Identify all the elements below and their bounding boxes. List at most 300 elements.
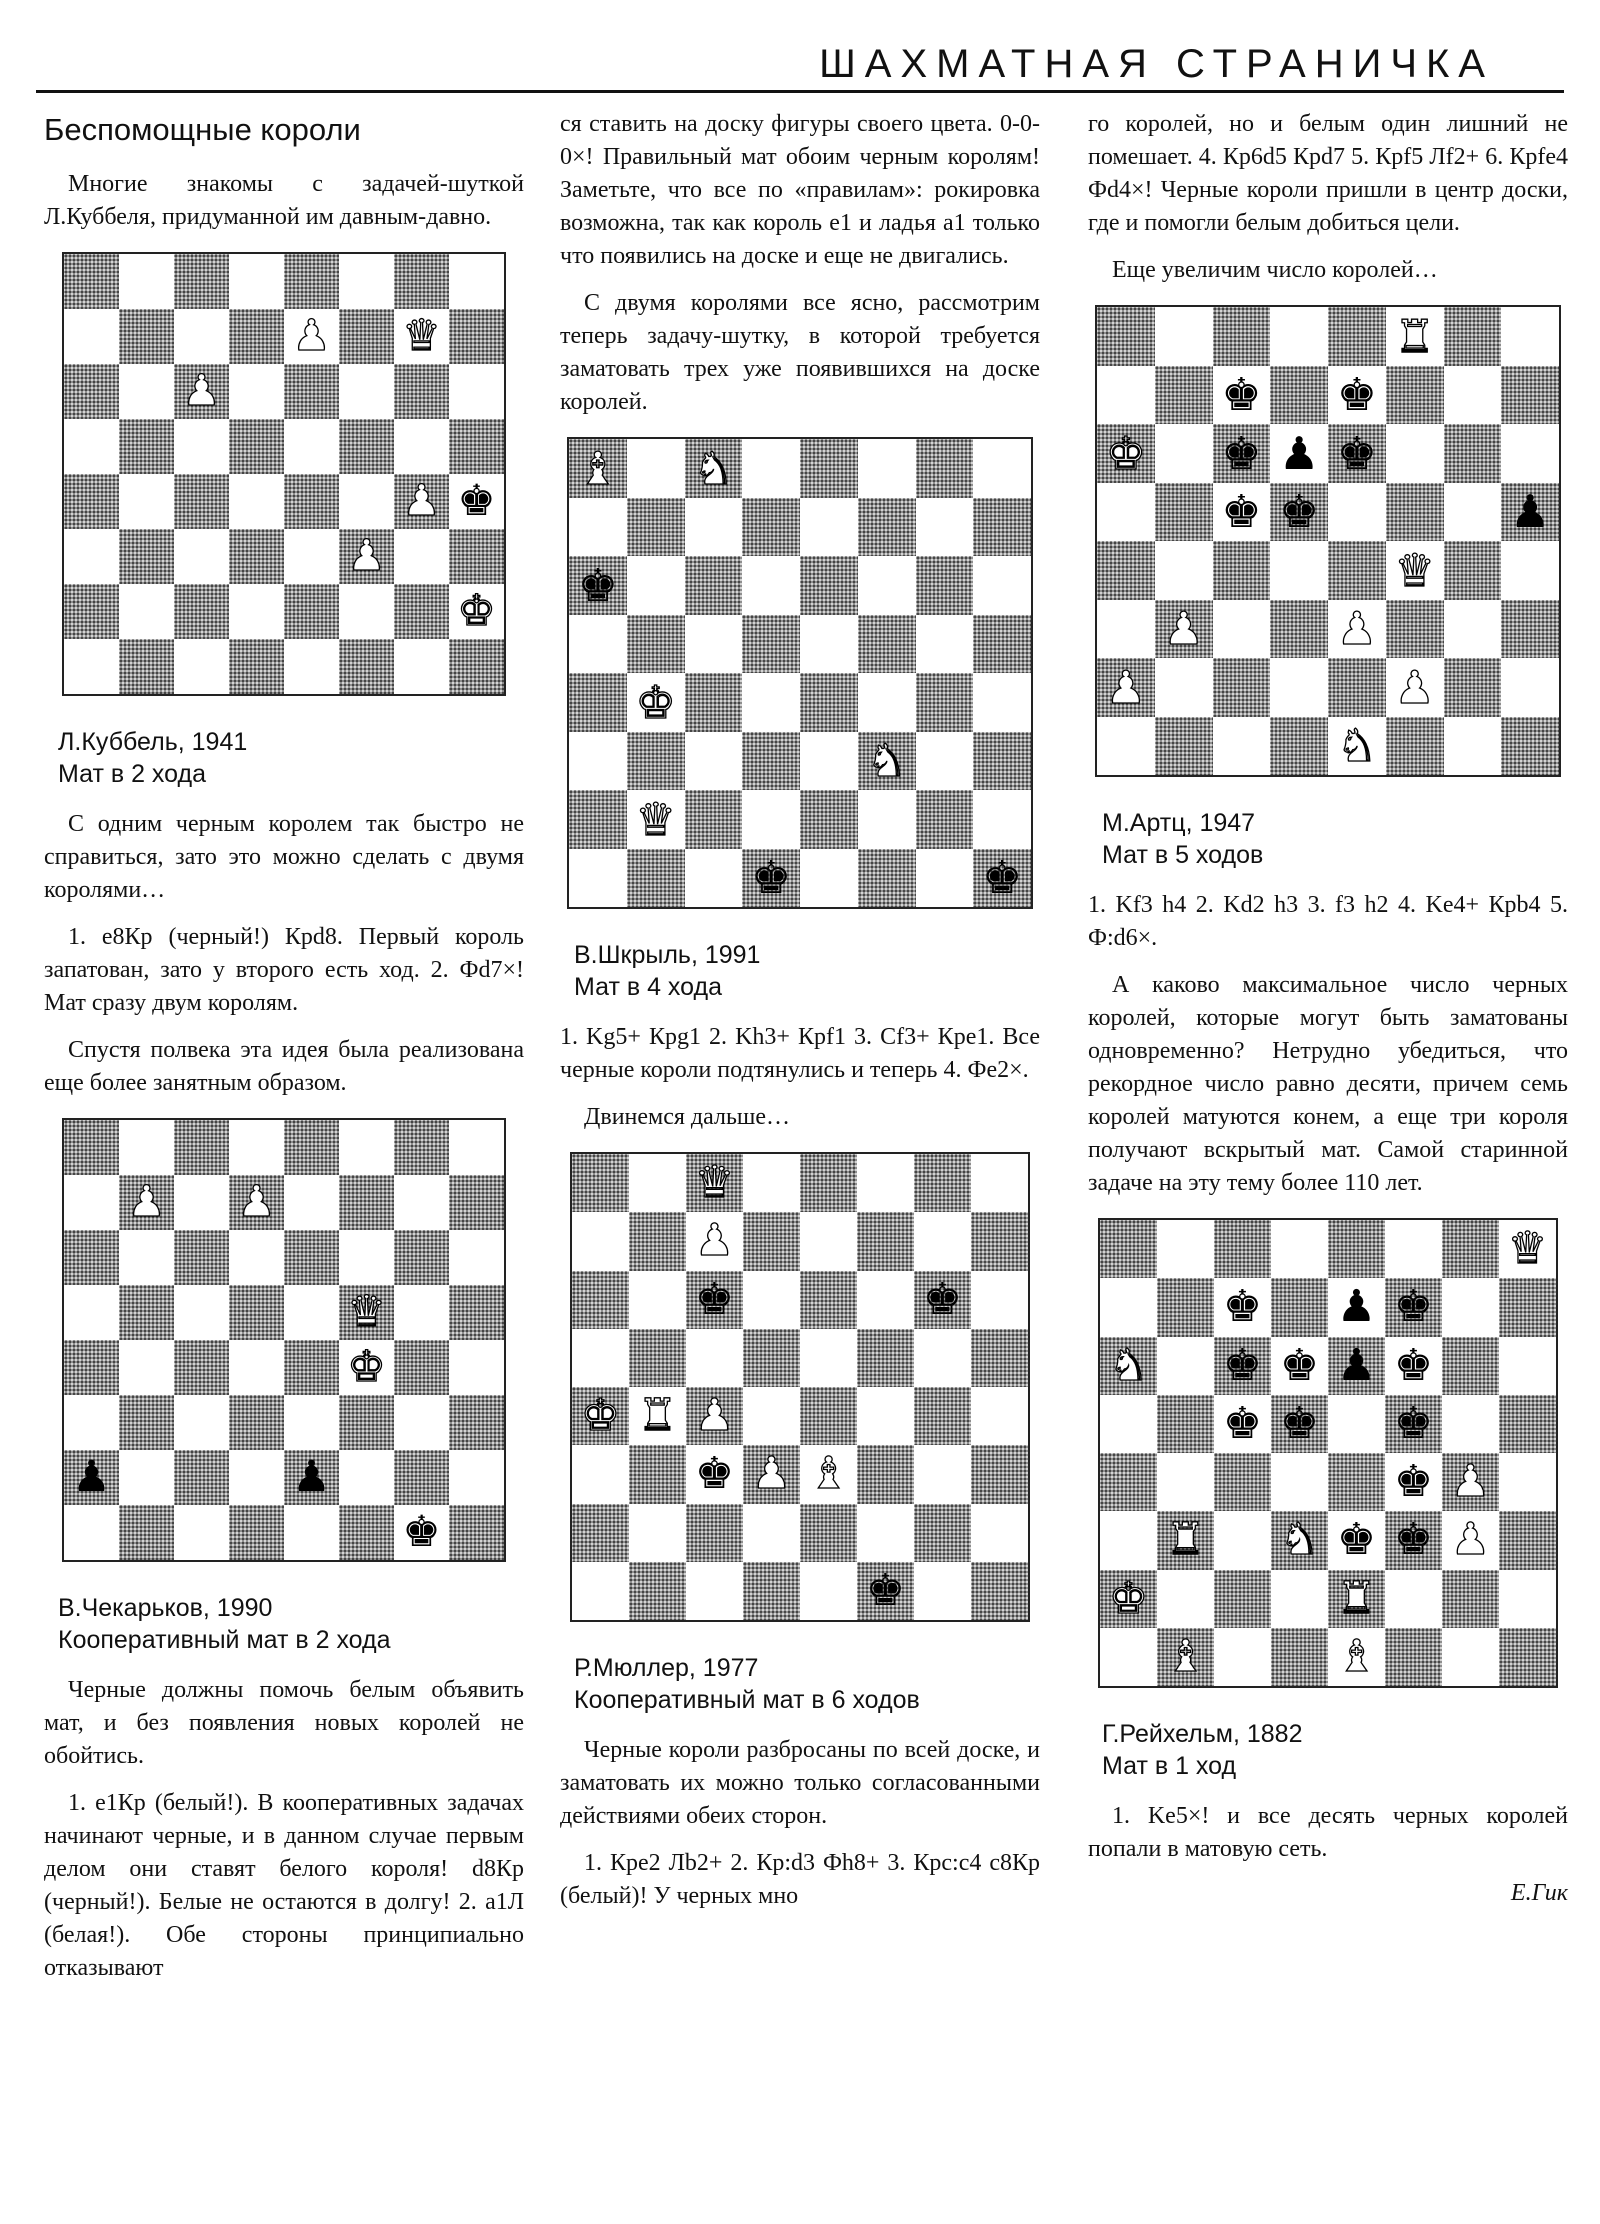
square-e3 bbox=[284, 529, 339, 584]
square-b6 bbox=[1157, 1337, 1214, 1395]
black-piece-h4: ♚ bbox=[457, 476, 496, 526]
square-d8 bbox=[743, 1154, 800, 1212]
square-e5 bbox=[284, 419, 339, 474]
square-h2 bbox=[449, 1450, 504, 1505]
square-d4 bbox=[229, 474, 284, 529]
square-f2 bbox=[1385, 1570, 1442, 1628]
square-d7 bbox=[229, 309, 284, 364]
square-b6 bbox=[627, 556, 685, 615]
square-d4 bbox=[229, 1340, 284, 1395]
square-c5 bbox=[1213, 483, 1271, 542]
solution-paragraph: 1. Крe2 Лb2+ 2. Кр:d3 Фh8+ 3. Крс:с4 с8Кр (белый)! У черных мно bbox=[560, 1850, 1040, 1909]
square-f6 bbox=[1385, 1337, 1442, 1395]
white-piece-f4: ♚ bbox=[347, 1342, 386, 1392]
square-c8 bbox=[1214, 1220, 1271, 1278]
square-g5 bbox=[1442, 1395, 1499, 1453]
problem-author: Г.Рейхельм, 1882 bbox=[1102, 1720, 1303, 1748]
problem-task: Мат в 2 хода bbox=[58, 760, 206, 788]
square-b4 bbox=[1155, 541, 1213, 600]
square-c6 bbox=[686, 1271, 743, 1329]
square-h7 bbox=[449, 1175, 504, 1230]
square-f7 bbox=[857, 1212, 914, 1270]
white-piece-h8: ♛ bbox=[1507, 1223, 1548, 1275]
square-c5 bbox=[1214, 1395, 1271, 1453]
square-h1 bbox=[971, 1562, 1028, 1620]
square-c1 bbox=[1214, 1628, 1271, 1686]
square-g1 bbox=[914, 1562, 971, 1620]
square-f4 bbox=[857, 1387, 914, 1445]
white-piece-e1: ♞ bbox=[1336, 719, 1378, 773]
black-piece-e7: ♟ bbox=[1336, 1281, 1377, 1333]
square-g7 bbox=[394, 1175, 449, 1230]
square-e7 bbox=[800, 1212, 857, 1270]
square-d8 bbox=[742, 439, 800, 498]
square-h2 bbox=[1499, 1570, 1556, 1628]
square-h6 bbox=[971, 1271, 1028, 1329]
square-d5 bbox=[1270, 483, 1328, 542]
square-d6 bbox=[743, 1271, 800, 1329]
square-f8 bbox=[339, 1120, 394, 1175]
paragraph: Черные должны помочь белым объявить мат, и без появления новых королей не обойтись. bbox=[44, 1677, 524, 1769]
square-h3 bbox=[973, 732, 1031, 791]
white-piece-g7: ♛ bbox=[402, 311, 441, 361]
square-h3 bbox=[449, 529, 504, 584]
square-f3 bbox=[1386, 600, 1444, 659]
square-b4 bbox=[1157, 1453, 1214, 1511]
square-d8 bbox=[1270, 307, 1328, 366]
problem-caption-chekarkov bbox=[58, 1592, 524, 1656]
square-a3 bbox=[569, 732, 627, 791]
square-a4 bbox=[569, 673, 627, 732]
white-piece-e3: ♝ bbox=[808, 1448, 849, 1500]
square-b2 bbox=[629, 1504, 686, 1562]
square-a5 bbox=[64, 419, 119, 474]
square-g6 bbox=[1442, 1337, 1499, 1395]
black-piece-f7: ♚ bbox=[1393, 1281, 1434, 1333]
square-g7 bbox=[1444, 366, 1502, 425]
square-g1 bbox=[1442, 1628, 1499, 1686]
square-a4 bbox=[1100, 1453, 1157, 1511]
square-g1 bbox=[394, 1505, 449, 1560]
black-piece-a6: ♚ bbox=[577, 558, 619, 612]
square-e4 bbox=[284, 474, 339, 529]
square-h8 bbox=[971, 1154, 1028, 1212]
square-e1 bbox=[800, 1562, 857, 1620]
white-piece-d3: ♟ bbox=[751, 1448, 792, 1500]
problem-caption-artz bbox=[1102, 807, 1568, 871]
white-piece-a2: ♚ bbox=[1108, 1572, 1149, 1624]
square-e4 bbox=[1328, 1453, 1385, 1511]
white-piece-h2: ♚ bbox=[457, 586, 496, 636]
white-piece-g4: ♟ bbox=[402, 476, 441, 526]
white-piece-c7: ♟ bbox=[694, 1215, 735, 1267]
square-h6 bbox=[449, 364, 504, 419]
square-b6 bbox=[119, 364, 174, 419]
square-f3 bbox=[858, 732, 916, 791]
square-e5 bbox=[800, 1329, 857, 1387]
square-c2 bbox=[1214, 1570, 1271, 1628]
white-piece-b2: ♛ bbox=[635, 792, 676, 846]
problem-caption-muller bbox=[574, 1652, 1040, 1716]
square-a8 bbox=[569, 439, 627, 498]
square-a7 bbox=[572, 1212, 629, 1270]
square-h4 bbox=[1499, 1453, 1556, 1511]
square-c6 bbox=[1213, 424, 1271, 483]
square-c7 bbox=[174, 309, 229, 364]
square-d7 bbox=[1271, 1278, 1328, 1336]
paragraph-continued: ся ставить на доску фигуры своего цвета. 0-0-0×! Правильный мат обоим черным королям! Заметьте, что все по «правилам»: рокировка возможна, так как король e1 и ладья a1 только что появились на доске и еще не двигались. bbox=[560, 111, 1040, 269]
square-b3 bbox=[1155, 600, 1213, 659]
square-f3 bbox=[1385, 1511, 1442, 1569]
square-b6 bbox=[629, 1271, 686, 1329]
square-h4 bbox=[1501, 541, 1559, 600]
square-g3 bbox=[1442, 1511, 1499, 1569]
square-f1 bbox=[858, 849, 916, 908]
square-b8 bbox=[629, 1154, 686, 1212]
black-piece-d5: ♚ bbox=[1279, 1397, 1320, 1449]
square-e7 bbox=[800, 498, 858, 557]
black-piece-g6: ♚ bbox=[922, 1273, 963, 1325]
white-piece-a4: ♚ bbox=[580, 1390, 621, 1442]
square-b2 bbox=[1157, 1570, 1214, 1628]
square-c6 bbox=[174, 364, 229, 419]
square-c7 bbox=[685, 498, 743, 557]
square-c6 bbox=[1214, 1337, 1271, 1395]
square-h8 bbox=[1501, 307, 1559, 366]
square-g8 bbox=[914, 1154, 971, 1212]
square-c1 bbox=[174, 1505, 229, 1560]
paragraph: Спустя полвека эта идея была реализована еще более занятным образом. bbox=[44, 1037, 524, 1096]
square-a2 bbox=[1100, 1570, 1157, 1628]
square-a6 bbox=[1097, 424, 1155, 483]
square-a4 bbox=[1097, 541, 1155, 600]
square-e8 bbox=[800, 439, 858, 498]
square-d1 bbox=[742, 849, 800, 908]
square-f4 bbox=[858, 673, 916, 732]
square-g4 bbox=[394, 474, 449, 529]
white-piece-f4: ♛ bbox=[1394, 543, 1435, 597]
square-c5 bbox=[685, 615, 743, 674]
problem-author: М.Артц, 1947 bbox=[1102, 809, 1256, 837]
square-f5 bbox=[858, 615, 916, 674]
square-a6 bbox=[572, 1271, 629, 1329]
square-f3 bbox=[339, 529, 394, 584]
square-d7 bbox=[742, 498, 800, 557]
square-c3 bbox=[174, 529, 229, 584]
square-b2 bbox=[627, 790, 685, 849]
square-e1 bbox=[1328, 717, 1386, 776]
square-d1 bbox=[1270, 717, 1328, 776]
square-g1 bbox=[1444, 717, 1502, 776]
black-piece-e6: ♟ bbox=[1336, 1339, 1377, 1391]
solution-paragraph: 1. e8Кр (черный!) Крd8. Первый король запатован, зато у второго есть ход. 2. Фd7×! Мат сразу двум королям. bbox=[44, 924, 524, 1016]
square-h8 bbox=[449, 1120, 504, 1175]
black-piece-e2: ♟ bbox=[292, 1452, 331, 1502]
solution-paragraph: 1. Kf3 h4 2. Kd2 h3 3. f3 h2 4. Ke4+ Крb4 5. Ф:d6×. bbox=[1088, 892, 1568, 951]
problem-caption-reichhelm bbox=[1102, 1718, 1568, 1782]
black-piece-c7: ♚ bbox=[1221, 368, 1262, 422]
square-g5 bbox=[394, 1285, 449, 1340]
square-a5 bbox=[569, 615, 627, 674]
solution-paragraph: 1. e1Кр (белый!). В кооперативных задачах начинают черные, и в данном случае первым делом они ставят белого короля! d8Кр (черный!). Белые не остаются в долгу! 2. a1Л (белая!). Обе стороны принципиально отказывают bbox=[44, 1790, 524, 1981]
square-d5 bbox=[229, 1285, 284, 1340]
square-g6 bbox=[914, 1271, 971, 1329]
square-a5 bbox=[1100, 1395, 1157, 1453]
square-h3 bbox=[971, 1445, 1028, 1503]
square-a5 bbox=[1097, 483, 1155, 542]
square-b4 bbox=[629, 1387, 686, 1445]
square-e8 bbox=[284, 1120, 339, 1175]
white-piece-b4: ♚ bbox=[635, 675, 676, 729]
square-b7 bbox=[629, 1212, 686, 1270]
square-c7 bbox=[1214, 1278, 1271, 1336]
white-piece-b4: ♜ bbox=[637, 1390, 678, 1442]
square-b8 bbox=[119, 1120, 174, 1175]
square-f1 bbox=[1385, 1628, 1442, 1686]
paragraph: Черные короли разбросаны по всей доске, и заматовать их можно только согласованными действиями обеих сторон. bbox=[560, 1737, 1040, 1829]
page-header bbox=[36, 38, 1564, 93]
square-c2 bbox=[686, 1504, 743, 1562]
square-a5 bbox=[572, 1329, 629, 1387]
square-b3 bbox=[1157, 1511, 1214, 1569]
article-author: Е.Гик bbox=[1510, 1880, 1568, 1906]
square-d4 bbox=[743, 1387, 800, 1445]
chess-board-shkryl bbox=[567, 437, 1033, 909]
square-d7 bbox=[743, 1212, 800, 1270]
square-h5 bbox=[971, 1329, 1028, 1387]
square-d1 bbox=[229, 1505, 284, 1560]
square-e7 bbox=[284, 309, 339, 364]
square-e2 bbox=[800, 1504, 857, 1562]
square-a3 bbox=[572, 1445, 629, 1503]
square-e8 bbox=[284, 254, 339, 309]
problem-task: Мат в 1 ход bbox=[1102, 1752, 1237, 1780]
square-e1 bbox=[284, 1505, 339, 1560]
square-g4 bbox=[1444, 541, 1502, 600]
square-e1 bbox=[800, 849, 858, 908]
square-g7 bbox=[914, 1212, 971, 1270]
square-f2 bbox=[339, 584, 394, 639]
square-f8 bbox=[1386, 307, 1444, 366]
square-g6 bbox=[916, 556, 974, 615]
square-f3 bbox=[857, 1445, 914, 1503]
column-2 bbox=[560, 108, 1040, 1913]
solution-paragraph: 1. Kg5+ Крg1 2. Kh3+ Крf1 3. Cf3+ Крe1. Все черные короли подтянулись и теперь 4. Фe2×. bbox=[560, 1024, 1040, 1083]
black-piece-c3: ♚ bbox=[694, 1448, 735, 1500]
square-b5 bbox=[1155, 483, 1213, 542]
square-c1 bbox=[685, 849, 743, 908]
square-c2 bbox=[174, 1450, 229, 1505]
square-d2 bbox=[229, 1450, 284, 1505]
square-b8 bbox=[1155, 307, 1213, 366]
square-d3 bbox=[1270, 600, 1328, 659]
square-a1 bbox=[1097, 717, 1155, 776]
square-g5 bbox=[1444, 483, 1502, 542]
paragraph-continued: го королей, но и белым один лишний не помешает. 4. Кр6d5 Крd7 5. Крf5 Лf2+ 6. Крfe4 Фd4×! Черные короли пришли в центр доски, где и помогли белым добиться цели. bbox=[1088, 111, 1568, 236]
square-h7 bbox=[973, 498, 1031, 557]
square-d3 bbox=[229, 529, 284, 584]
chess-board-chekarkov bbox=[62, 1118, 506, 1562]
square-e3 bbox=[800, 1445, 857, 1503]
square-g2 bbox=[394, 584, 449, 639]
square-d5 bbox=[229, 419, 284, 474]
square-g6 bbox=[394, 1230, 449, 1285]
square-g2 bbox=[914, 1504, 971, 1562]
square-e1 bbox=[284, 639, 339, 694]
square-f5 bbox=[1385, 1395, 1442, 1453]
square-d5 bbox=[1271, 1395, 1328, 1453]
square-e7 bbox=[284, 1175, 339, 1230]
square-g4 bbox=[916, 673, 974, 732]
square-f7 bbox=[1385, 1278, 1442, 1336]
square-d6 bbox=[1270, 424, 1328, 483]
square-a3 bbox=[64, 1395, 119, 1450]
white-piece-f3: ♞ bbox=[866, 734, 907, 788]
square-b1 bbox=[119, 1505, 174, 1560]
square-a6 bbox=[569, 556, 627, 615]
square-d2 bbox=[229, 584, 284, 639]
square-a5 bbox=[64, 1285, 119, 1340]
square-b8 bbox=[119, 254, 174, 309]
square-c5 bbox=[174, 419, 229, 474]
square-h4 bbox=[449, 474, 504, 529]
square-d4 bbox=[1271, 1453, 1328, 1511]
black-piece-f6: ♚ bbox=[1393, 1339, 1434, 1391]
square-e6 bbox=[284, 1230, 339, 1285]
white-piece-a6: ♞ bbox=[1108, 1339, 1149, 1391]
square-e3 bbox=[800, 732, 858, 791]
square-c1 bbox=[174, 639, 229, 694]
square-g3 bbox=[1444, 600, 1502, 659]
square-c1 bbox=[686, 1562, 743, 1620]
square-h7 bbox=[971, 1212, 1028, 1270]
column-3 bbox=[1088, 108, 1568, 1907]
black-piece-f1: ♚ bbox=[865, 1564, 906, 1616]
square-h4 bbox=[973, 673, 1031, 732]
problem-author: Л.Куббель, 1941 bbox=[58, 728, 248, 756]
square-a1 bbox=[64, 1505, 119, 1560]
black-piece-e7: ♚ bbox=[1336, 368, 1378, 422]
square-b5 bbox=[627, 615, 685, 674]
white-piece-d7: ♟ bbox=[237, 1177, 276, 1227]
black-piece-c5: ♚ bbox=[1222, 1397, 1263, 1449]
black-piece-c6: ♚ bbox=[694, 1273, 735, 1325]
square-e3 bbox=[1328, 1511, 1385, 1569]
square-e8 bbox=[1328, 307, 1386, 366]
square-f5 bbox=[857, 1329, 914, 1387]
square-h6 bbox=[1499, 1337, 1556, 1395]
square-b8 bbox=[1157, 1220, 1214, 1278]
white-piece-e3: ♟ bbox=[1336, 602, 1378, 656]
white-piece-a2: ♟ bbox=[1105, 660, 1147, 714]
square-b7 bbox=[119, 309, 174, 364]
white-piece-f5: ♛ bbox=[347, 1287, 386, 1337]
chess-board-muller bbox=[570, 1152, 1030, 1622]
square-a7 bbox=[569, 498, 627, 557]
paragraph: С двумя королями все ясно, рассмотрим теперь задачу-шутку, в которой требуется заматовать трех уже появившихся на доске королей. bbox=[560, 290, 1040, 415]
square-a4 bbox=[64, 1340, 119, 1395]
square-a1 bbox=[64, 639, 119, 694]
square-d8 bbox=[229, 254, 284, 309]
square-a2 bbox=[64, 584, 119, 639]
square-c2 bbox=[174, 584, 229, 639]
square-f6 bbox=[857, 1271, 914, 1329]
square-b4 bbox=[627, 673, 685, 732]
square-a2 bbox=[1097, 658, 1155, 717]
square-d7 bbox=[229, 1175, 284, 1230]
square-b1 bbox=[1155, 717, 1213, 776]
square-g3 bbox=[914, 1445, 971, 1503]
square-h1 bbox=[1499, 1628, 1556, 1686]
black-piece-f4: ♚ bbox=[1393, 1456, 1434, 1508]
square-d1 bbox=[743, 1562, 800, 1620]
black-piece-h5: ♟ bbox=[1509, 485, 1551, 539]
square-a7 bbox=[64, 1175, 119, 1230]
black-piece-f3: ♚ bbox=[1393, 1514, 1434, 1566]
square-h7 bbox=[1499, 1278, 1556, 1336]
square-d6 bbox=[1271, 1337, 1328, 1395]
square-b2 bbox=[119, 584, 174, 639]
square-d6 bbox=[229, 1230, 284, 1285]
square-e8 bbox=[800, 1154, 857, 1212]
square-g8 bbox=[1442, 1220, 1499, 1278]
square-a6 bbox=[64, 1230, 119, 1285]
square-h1 bbox=[973, 849, 1031, 908]
square-d1 bbox=[1271, 1628, 1328, 1686]
square-f5 bbox=[339, 419, 394, 474]
square-f1 bbox=[857, 1562, 914, 1620]
square-c3 bbox=[1214, 1511, 1271, 1569]
article-heading: Беспомощные короли bbox=[44, 112, 361, 147]
square-g2 bbox=[394, 1450, 449, 1505]
square-c7 bbox=[686, 1212, 743, 1270]
square-b3 bbox=[119, 1395, 174, 1450]
white-piece-b1: ♝ bbox=[1165, 1630, 1206, 1682]
square-h2 bbox=[1501, 658, 1559, 717]
square-c4 bbox=[174, 1340, 229, 1395]
square-b1 bbox=[627, 849, 685, 908]
square-f2 bbox=[339, 1450, 394, 1505]
square-a1 bbox=[572, 1562, 629, 1620]
square-d6 bbox=[229, 364, 284, 419]
white-piece-g3: ♟ bbox=[1450, 1514, 1491, 1566]
square-h4 bbox=[971, 1387, 1028, 1445]
square-b6 bbox=[119, 1230, 174, 1285]
square-h5 bbox=[1501, 483, 1559, 542]
square-f8 bbox=[858, 439, 916, 498]
square-f1 bbox=[1386, 717, 1444, 776]
square-e1 bbox=[1328, 1628, 1385, 1686]
square-a7 bbox=[64, 309, 119, 364]
square-b2 bbox=[119, 1450, 174, 1505]
black-piece-d6: ♚ bbox=[1279, 1339, 1320, 1391]
square-f4 bbox=[339, 474, 394, 529]
square-g2 bbox=[1444, 658, 1502, 717]
square-b8 bbox=[627, 439, 685, 498]
white-piece-b7: ♟ bbox=[127, 1177, 166, 1227]
square-d8 bbox=[229, 1120, 284, 1175]
square-e6 bbox=[1328, 424, 1386, 483]
square-a2 bbox=[569, 790, 627, 849]
square-e2 bbox=[284, 1450, 339, 1505]
square-d2 bbox=[742, 790, 800, 849]
square-f6 bbox=[858, 556, 916, 615]
square-a3 bbox=[1100, 1511, 1157, 1569]
problem-author: Р.Мюллер, 1977 bbox=[574, 1654, 759, 1682]
white-piece-d3: ♞ bbox=[1279, 1514, 1320, 1566]
square-a8 bbox=[1100, 1220, 1157, 1278]
square-g2 bbox=[916, 790, 974, 849]
